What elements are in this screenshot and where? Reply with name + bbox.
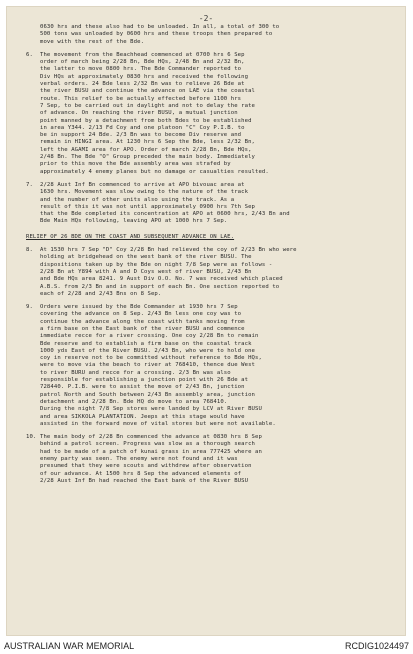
text-line: and the number of other units also using the track. As a	[40, 196, 235, 203]
text-line: verbal orders. 24 Bde less 2/32 Bn was to relieve 26 Bde at	[40, 81, 245, 88]
text-line: be in support 24 Bde. 2/3 Bn was to become Div reserve and	[40, 132, 242, 139]
text-line: presumed that they were scouts and withdrew after observation	[40, 463, 252, 470]
text-line: Bde reserve and to establish a firm base on the coastal track	[40, 340, 252, 347]
text-line: 7 Sep, to be carried out in daylight and not to delay the rate	[40, 102, 255, 109]
text-line: The main body of 2/28 Bn commenced the advance at 0830 hrs 8 Sep	[40, 434, 262, 441]
text-line: enemy party was seen. The enemy were not found and it was	[40, 456, 238, 463]
text-line: Bde Main HQs following, leaving APO at 1000 hrs 7 Sep.	[40, 218, 228, 225]
text-line: that the Bde completed its concentration at APO at 0600 hrs, 2/43 Bn and	[40, 211, 290, 218]
paragraph-10	[26, 434, 398, 485]
text-line: left the AGAMI area for APO. Order of march 2/28 Bn, Bde HQs,	[40, 146, 252, 153]
section-heading: RELIEF OF 26 BDE ON THE COAST AND SUBSEQUENT ADVANCE ON LAE.	[26, 233, 235, 240]
paragraph-number: 8.	[26, 247, 33, 254]
document-body	[26, 24, 398, 485]
paragraph-9	[26, 304, 398, 428]
text-line: of advance. On reaching the river BUSU, a mutual junction	[40, 110, 238, 117]
paragraph-7	[26, 182, 398, 226]
text-line: and area SIKKOLA PLANTATION. Jeeps at this stage would have	[40, 413, 245, 420]
text-line: Div HQs at approximately 0830 hrs and received the following	[40, 73, 249, 80]
text-line: had to be made of a patch of kunai grass in area 777425 where an	[40, 448, 262, 455]
text-line: Orders were issued by the Bde Commander at 1930 hrs 7 Sep	[40, 304, 238, 311]
text-line: 2/28 Bn at Y894 with A and D Coys west of river BUSU, 2/43 Bn	[40, 268, 252, 275]
paragraph-8	[26, 247, 398, 298]
text-line: result of this it was not until approximately 0900 hrs 7th Sep	[40, 203, 255, 210]
text-line: patrol North and South between 2/43 Bn assembly area, junction	[40, 391, 255, 398]
document-page	[6, 6, 406, 636]
text-line: route. This relief to be actually effected before 1100 hrs	[40, 95, 242, 102]
intro-paragraph	[26, 24, 398, 46]
text-line: 1630 hrs. Movement was slow owing to the nature of the track	[40, 189, 249, 196]
paragraph-number: 9.	[26, 304, 33, 311]
text-line: point manned by a detachment from both Bdes to be established	[40, 117, 252, 124]
text-line: coy in reserve not to be committed without reference to Bde HQs,	[40, 355, 262, 362]
text-line: remain in HINGI area. At 1230 hrs 6 Sep the Bde, less 2/32 Bn,	[40, 139, 255, 146]
text-line: responsible for establishing a junction point with 26 Bde at	[40, 377, 249, 384]
text-line: the river BUSU and continue the advance on LAE via the coastal	[40, 88, 255, 95]
text-line: each of 2/28 and 2/43 Bns on 8 Sep.	[40, 290, 162, 297]
text-line: dispositions taken up by the Bde on night 7/8 Sep were as follows -	[40, 261, 273, 268]
text-line: of our advance. At 1500 hrs 8 Sep the advanced elements of	[40, 470, 242, 477]
text-line: continue the advance along the coast with tanks moving from	[40, 318, 245, 325]
paragraph-number: 7.	[26, 181, 33, 188]
text-line: 500 tons was unloaded by 0600 hrs and these troops then prepared to	[40, 31, 273, 38]
text-line: order of march being 2/28 Bn, Bde HQs, 2/48 Bn and 2/32 Bn,	[40, 59, 245, 66]
record-id: RCDIG1024497	[344, 641, 409, 651]
text-line: 728440. P.I.B. were to assist the move of 2/43 Bn, junction	[40, 384, 245, 391]
text-line: At 1530 hrs 7 Sep "D" Coy 2/28 Bn had relieved the coy of 2/23 Bn who were	[40, 247, 297, 254]
text-line: 2/48 Bn. The Bde "O" Group preceded the main body. Immediately	[40, 154, 255, 161]
text-line: The movement from the Beachhead commenced at 0700 hrs 6 Sep	[40, 51, 245, 58]
text-line: a firm base on the East bank of the river BUSU and commence	[40, 325, 245, 332]
text-line: immediate recce for a river crossing. One coy 2/28 Bn to remain	[40, 333, 259, 340]
text-line: detachment and 2/28 Bn. Bde HQ do move to area 768410.	[40, 398, 228, 405]
text-line: to river BURU and recce for a crossing. 2/3 Bn was also	[40, 369, 231, 376]
text-line: behind a patrol screen. Progress was slow as a thorough search	[40, 441, 255, 448]
archive-footer	[0, 639, 413, 654]
text-line: covering the advance on 8 Sep. 2/43 Bn less one coy was to	[40, 311, 242, 318]
text-line: 0630 hrs and these also had to be unloaded. In all, a total of 300 to	[40, 24, 280, 30]
text-line: 2/28 Aust Inf Bn commenced to arrive at APO bivouac area at	[40, 181, 245, 188]
text-line: the latter to move 0800 hrs. The Bde Commander reported to	[40, 66, 242, 73]
text-line: 1000 yds East of the River BUSU. 2/43 Bn, who were to hold one	[40, 347, 255, 354]
text-line: approximately 4 enemy planes but no damage or casualties resulted.	[40, 168, 269, 175]
archive-name: AUSTRALIAN WAR MEMORIAL	[4, 641, 135, 651]
page-number: -2-	[198, 14, 214, 23]
text-line: assisted in the forward move of vital stores but were not available.	[40, 420, 276, 427]
text-line: A.B.S. from 2/3 Bn and in support of each Bn. One section reported to	[40, 283, 280, 290]
paragraph-number: 10.	[26, 434, 37, 441]
paragraph-6	[26, 52, 398, 176]
text-line: were to move via the beach to river at 768410, thence due West	[40, 362, 255, 369]
text-line: move with the rest of the Bde.	[40, 38, 145, 45]
paragraph-number: 6.	[26, 51, 33, 58]
text-line: 2/28 Aust Inf Bn had reached the East bank of the River BUSU	[40, 477, 249, 484]
text-line: in area Y344. 2/13 Fd Coy and one platoon "C" Coy P.I.B. to	[40, 124, 245, 131]
text-line: holding at bridgehead on the west bank of the river BUSU. The	[40, 254, 252, 261]
text-line: and Bde HQs area 8241. 9 Aust Div O.O. No. 7 was received which placed	[40, 276, 283, 283]
text-line: prior to this move the Bde assembly area was strafed by	[40, 161, 231, 168]
text-line: During the night 7/8 Sep stores were landed by LCV at River BUSU	[40, 406, 262, 413]
